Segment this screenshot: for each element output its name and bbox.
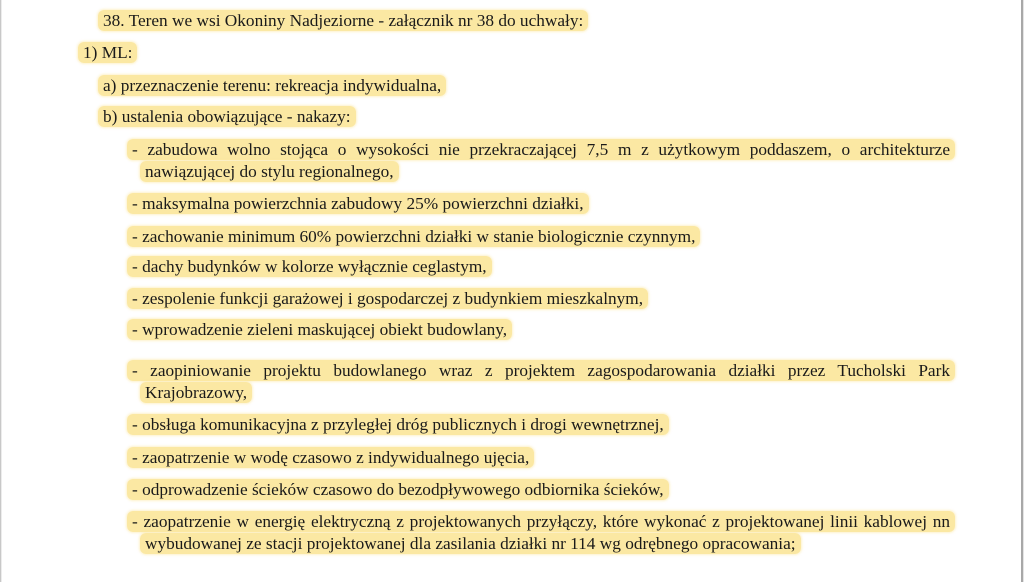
page-left-border-inner <box>1 0 2 582</box>
requirement-item <box>127 319 955 341</box>
clause-a-row <box>98 75 446 97</box>
requirement-text[interactable]: - zespolenie funkcji garażowej i gospodarczej z budynkiem mieszkalnym, <box>127 288 648 309</box>
requirement-item <box>127 511 955 555</box>
requirement-text[interactable]: - zaopiniowanie projektu budowlanego wraz z projektem zagospodarowania działki przez Tucholski Park Krajobrazowy, <box>127 360 955 403</box>
requirement-text[interactable]: - odprowadzenie ścieków czasowo do bezodpływowego odbiornika ścieków, <box>127 479 669 500</box>
requirement-text[interactable]: - wprowadzenie zieleni maskującej obiekt budowlany, <box>127 319 512 340</box>
requirement-text[interactable]: - zaopatrzenie w energię elektryczną z projektowanych przyłączy, które wykonać z projektowanej linii kablowej nn wybudowanej ze stacji projektowanej dla zasilania działki nr 114 wg odrębnego opracowania; <box>127 511 955 554</box>
requirement-item <box>127 447 955 469</box>
section-heading-row <box>98 10 588 32</box>
subsection-label[interactable]: 1) ML: <box>78 42 137 63</box>
clause-b[interactable]: b) ustalenia obowiązujące - nakazy: <box>98 106 356 127</box>
requirement-item <box>127 360 955 404</box>
subsection-row <box>78 42 137 64</box>
requirement-text[interactable]: - obsługa komunikacyjna z przyległej dróg publicznych i drogi wewnętrznej, <box>127 414 669 435</box>
requirement-item <box>127 193 955 215</box>
requirement-text[interactable]: - zaopatrzenie w wodę czasowo z indywidualnego ujęcia, <box>127 447 534 468</box>
requirement-item <box>127 139 955 183</box>
requirement-item <box>127 414 955 436</box>
requirement-text[interactable]: - zachowanie minimum 60% powierzchni działki w stanie biologicznie czynnym, <box>127 226 700 247</box>
requirement-text[interactable]: - zabudowa wolno stojąca o wysokości nie przekraczającej 7,5 m z użytkowym poddaszem, o architekturze nawiązującej do stylu regionalnego, <box>127 139 955 182</box>
requirement-item <box>127 256 955 278</box>
clause-b-row <box>98 106 356 128</box>
requirement-item <box>127 226 955 248</box>
clause-a[interactable]: a) przeznaczenie terenu: rekreacja indywidualna, <box>98 75 446 96</box>
requirement-item <box>127 479 955 501</box>
requirement-text[interactable]: - dachy budynków w kolorze wyłącznie ceglastym, <box>127 256 492 277</box>
requirement-item <box>127 288 955 310</box>
section-heading[interactable]: 38. Teren we wsi Okoniny Nadjeziorne - załącznik nr 38 do uchwały: <box>98 10 588 31</box>
requirement-text[interactable]: - maksymalna powierzchnia zabudowy 25% powierzchni działki, <box>127 193 589 214</box>
